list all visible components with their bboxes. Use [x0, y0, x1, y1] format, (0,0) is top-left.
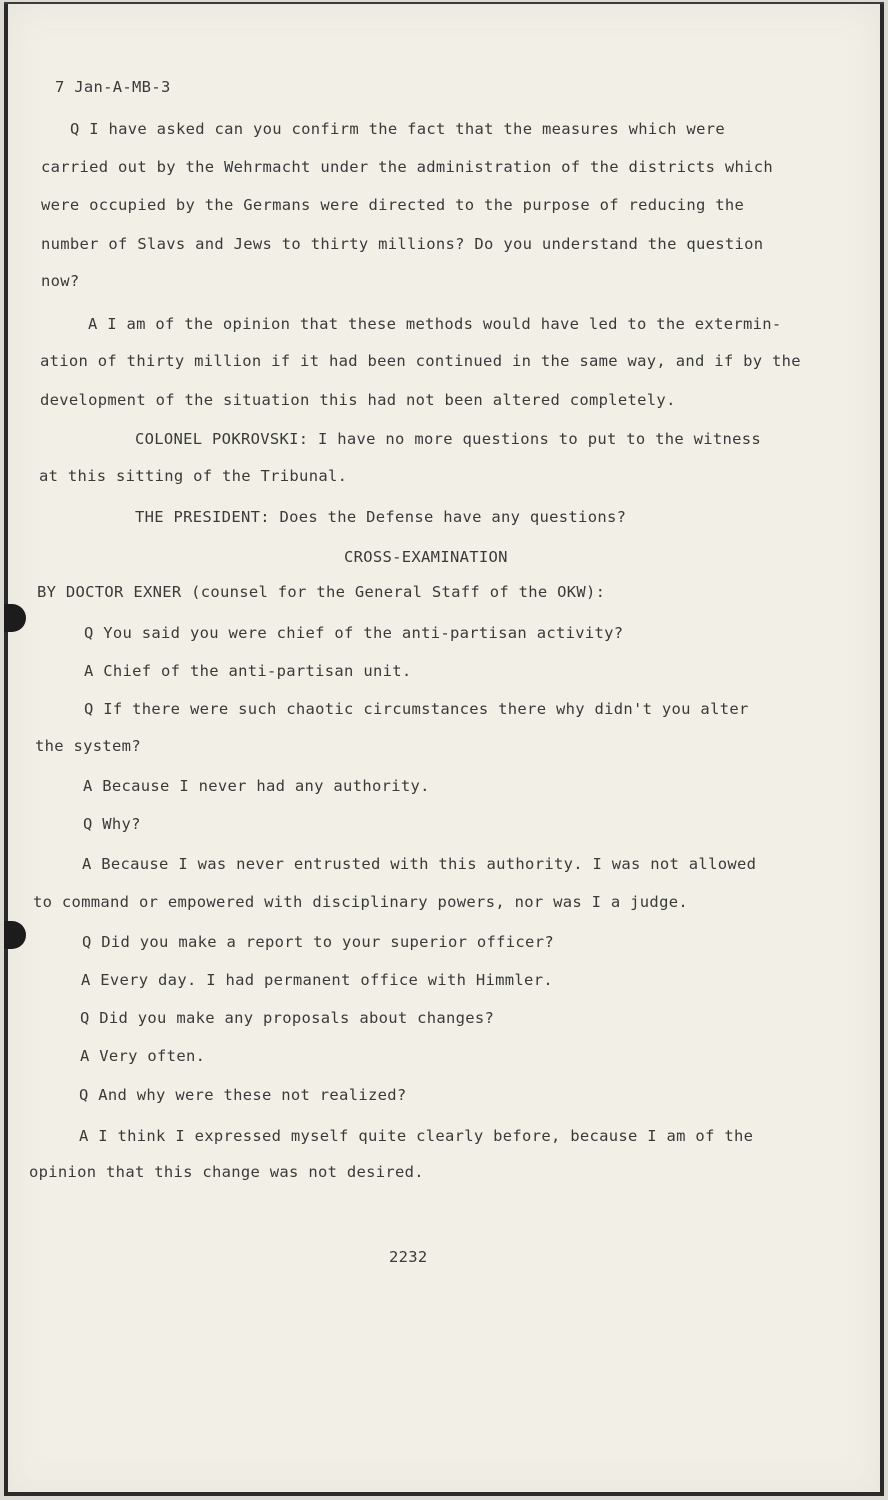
transcript-line: A I am of the opinion that these methods would have led to the extermin-	[88, 315, 782, 333]
transcript-line: Q If there were such chaotic circumstances there why didn't you alter	[84, 700, 749, 718]
page-top-edge	[4, 2, 884, 4]
document-reference: 7 Jan-A-MB-3	[55, 78, 171, 96]
transcript-line: A Because I never had any authority.	[83, 777, 430, 795]
transcript-line: THE PRESIDENT: Does the Defense have any questions?	[135, 508, 627, 526]
page-number: 2232	[389, 1248, 428, 1266]
transcript-line: development of the situation this had not been altered completely.	[40, 391, 676, 409]
transcript-line: ation of thirty million if it had been continued in the same way, and if by the	[40, 352, 801, 370]
transcript-line: the system?	[35, 737, 141, 755]
punch-hole-upper	[4, 604, 26, 632]
transcript-line: opinion that this change was not desired.	[29, 1163, 424, 1181]
transcript-line: BY DOCTOR EXNER (counsel for the General Staff of the OKW):	[37, 583, 606, 601]
transcript-line: Q You said you were chief of the anti-partisan activity?	[84, 624, 624, 642]
page-right-edge	[880, 2, 884, 1496]
transcript-line: Q Did you make a report to your superior officer?	[82, 933, 554, 951]
transcript-line: number of Slavs and Jews to thirty millions? Do you understand the question	[41, 235, 764, 253]
transcript-line: A Every day. I had permanent office with Himmler.	[81, 971, 553, 989]
punch-hole-lower	[4, 921, 26, 949]
transcript-line: Q And why were these not realized?	[79, 1086, 407, 1104]
transcript-line: Q I have asked can you confirm the fact that the measures which were	[70, 120, 725, 138]
transcript-line: A Very often.	[80, 1047, 206, 1065]
transcript-line: A Chief of the anti-partisan unit.	[84, 662, 412, 680]
section-heading: CROSS-EXAMINATION	[344, 548, 508, 566]
transcript-line: carried out by the Wehrmacht under the administration of the districts which	[41, 158, 774, 176]
transcript-line: Q Did you make any proposals about changes?	[80, 1009, 495, 1027]
transcript-line: A I think I expressed myself quite clearly before, because I am of the	[79, 1127, 754, 1145]
transcript-line: A Because I was never entrusted with this authority. I was not allowed	[82, 855, 757, 873]
transcript-line: to command or empowered with disciplinary powers, nor was I a judge.	[33, 893, 688, 911]
page-bottom-edge	[4, 1492, 884, 1496]
transcript-line: were occupied by the Germans were directed to the purpose of reducing the	[41, 196, 745, 214]
transcript-line: now?	[41, 272, 80, 290]
document-page	[4, 2, 884, 1496]
page-left-edge	[4, 2, 8, 1496]
transcript-line: COLONEL POKROVSKI: I have no more questions to put to the witness	[135, 430, 762, 448]
transcript-line: Q Why?	[83, 815, 141, 833]
transcript-line: at this sitting of the Tribunal.	[39, 467, 348, 485]
